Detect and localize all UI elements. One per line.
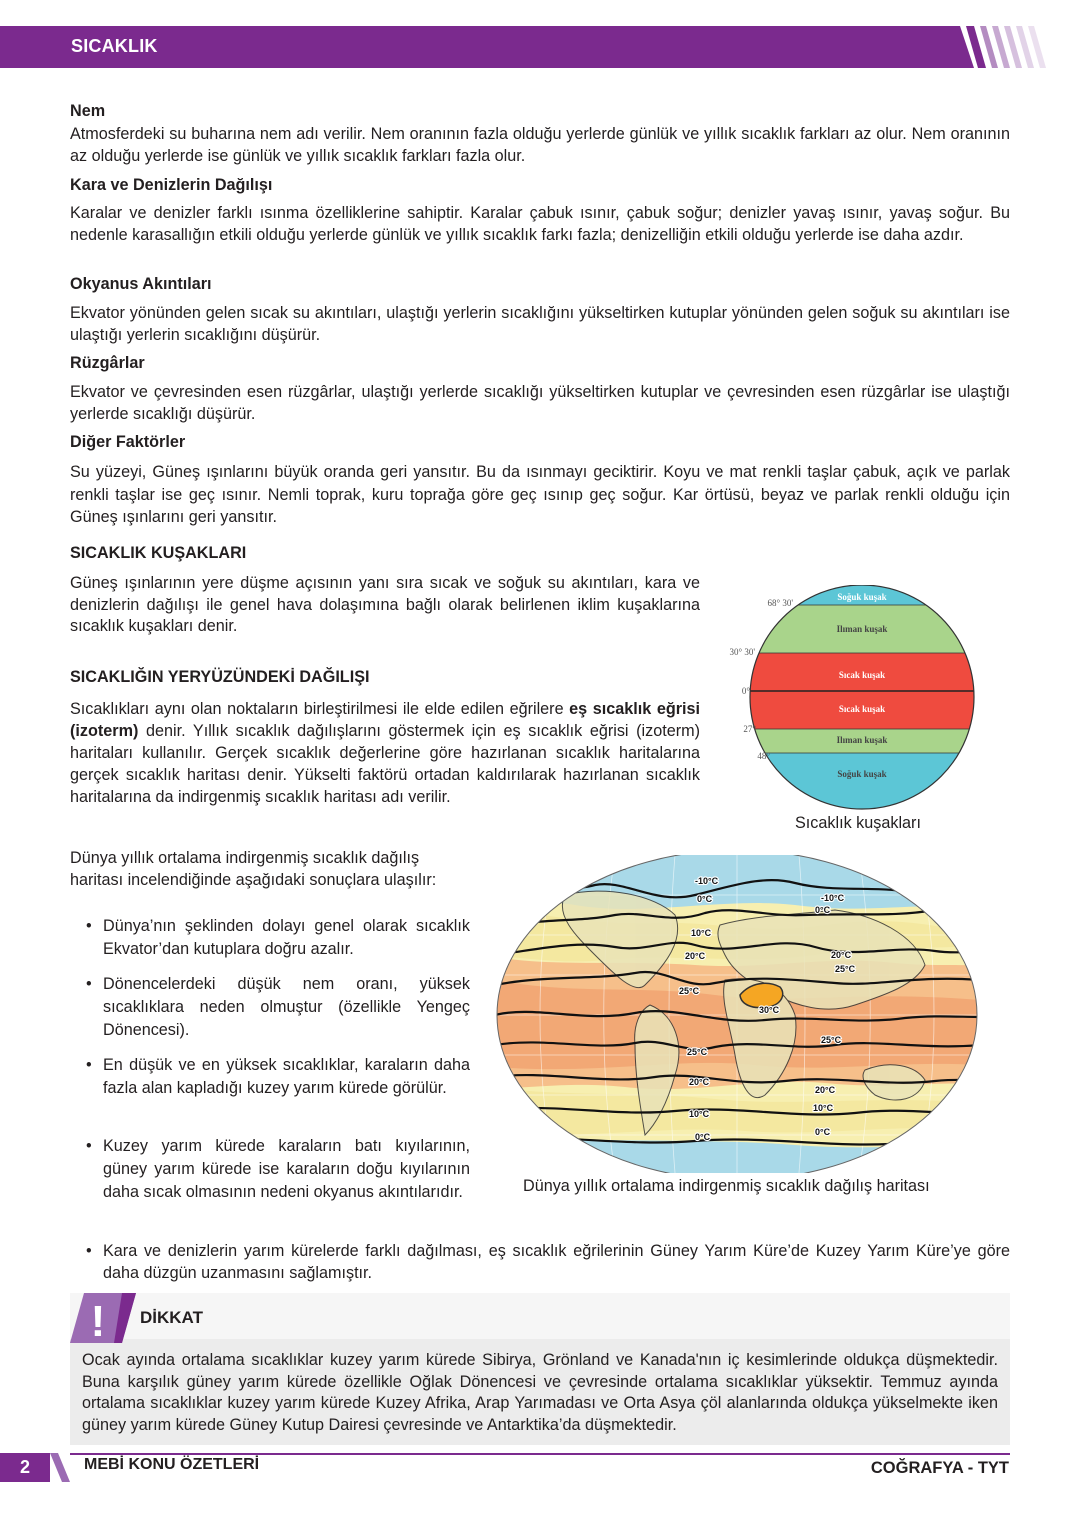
header-stripes-decoration (960, 26, 1080, 68)
paragraph-ruzgar: Ekvator ve çevresinden esen rüzgârlar, ulaştığı yerlerde sıcaklığı yükseltirken kutuplar ve çevresinden esen rüzgârlar ise ulaştığı yerlerde sıcaklığı düşürür. (70, 383, 1010, 423)
paragraph-kara: Karalar ve denizler farklı ısınma özelliklerine sahiptir. Karalar çabuk ısınır, çabuk soğur; denizler yavaş ısınır, yavaş soğur. Bu nedenle karasallığın etkili olduğu yerlerde günlük ve yıllık sıcaklık farkı fazla; denizelliğin etkili olduğu yerlerde ise daha azdır. (70, 204, 1010, 244)
latitude-label-27: 27° (743, 724, 756, 734)
latitude-label-48: 48° (757, 751, 770, 761)
paragraph-kusaklar: Güneş ışınlarının yere düşme açısının yanı sıra sıcak ve soğuk su akıntıları, kara ve denizlerin dağılışı ile genel hava dolaşımına bağlı olarak belirlenen iklim kuşaklarına sıcaklık kuşakları denir. (70, 574, 700, 635)
isotherm-label: 25°C (835, 964, 856, 974)
dikkat-title: DİKKAT (140, 1308, 203, 1327)
isotherm-label: 0°C (815, 1127, 831, 1137)
map-intro-text: Dünya yıllık ortalama indirgenmiş sıcaklık dağılış haritası incelendiğinde aşağıdaki sonuçlara ulaşılır: (70, 849, 437, 889)
isotherm-label: 0°C (695, 1132, 711, 1142)
dikkat-text: Ocak ayında ortalama sıcaklıklar kuzey yarım kürede Sibirya, Grönland ve Kanada'nın iç kesimlerinde oldukça düşmektedir. Buna karşılık güney yarım kürede özellikle Oğlak Dönencesi ve çevresinde ortalama sıcaklıklar yüksektir. Temmuz ayında ortalama sıcaklıklar kuzey yarım kürede Kuzey Afrika, Arap Yarımadası ve Orta Asya çöl alanlarında oldukça yükselmekte iken güney yarım kürede Güney Kutup Dairesi çevresinde ve Antarktika’da düşmektedir. (82, 1351, 998, 1434)
temperature-zones-diagram (720, 585, 985, 810)
dikkat-header-strip (70, 1293, 1010, 1339)
header-bar (0, 26, 1080, 68)
bullet-item: • En düşük ve en yüksek sıcaklıklar, karaların daha fazla alan kapladığı kuzey yarım kürede görülür. (86, 1056, 470, 1097)
dagilis-text-after: denir. Yıllık sıcaklık dağılışlarını göstermek için eş sıcaklık eğrisi (izoterm) haritaları kullanılır. Gerçek sıcaklık değerlerine göre hazırlanan sıcaklık haritalarına gerçek sıcaklık haritası denir. Yükselti faktörü ortadan kaldırılarak hazırlanan sıcaklık haritalarına da indirgenmiş sıcaklık haritası adı verilir. (70, 722, 700, 806)
page-number: 2 (0, 1453, 50, 1482)
zone-label-hot-north: Sıcak kuşak (838, 670, 886, 680)
latitude-label-68: 68° 30' (767, 598, 793, 608)
warning-icon-glyph: ! (90, 1297, 106, 1343)
isotherm-label: 25°C (687, 1047, 708, 1057)
isotherm-label: 25°C (821, 1035, 842, 1045)
isotherm-label: 25°C (679, 986, 700, 996)
isotherm-label: -10°C (695, 876, 719, 886)
heading-diger: Diğer Faktörler (70, 433, 186, 451)
paragraph-dagilis (70, 698, 700, 808)
isotherm-label: 0°C (697, 894, 713, 904)
heading-kusaklar: SICAKLIK KUŞAKLARI (70, 544, 247, 562)
heading-dagilis: SICAKLIĞIN YERYÜZÜNDEKİ DAĞILIŞI (70, 668, 370, 686)
isotherm-label: 10°C (689, 1109, 710, 1119)
zone-label-cold-north: Soğuk kuşak (837, 592, 887, 602)
heading-okyanus: Okyanus Akıntıları (70, 275, 212, 293)
warning-icon (70, 1293, 136, 1343)
paragraph-okyanus: Ekvator yönünden gelen sıcak su akıntıları, ulaştığı yerlerin sıcaklığını yükseltirken kutuplar yönünden gelen soğuk su akıntıları ise ulaştığı yerlerin sıcaklığını düşürür. (70, 304, 1010, 344)
zones-caption: Sıcaklık kuşakları (795, 814, 921, 832)
isotherm-label: 10°C (813, 1103, 834, 1113)
footer-series-title: MEBİ KONU ÖZETLERİ (84, 1456, 260, 1473)
paragraph-nem: Atmosferdeki su buharına nem adı verilir. Nem oranının fazla olduğu yerlerde günlük ve yıllık sıcaklık farkları az olur. Nem oranının az olduğu yerlerde ise günlük ve yıllık sıcaklık farkları fazla olur. (70, 125, 1010, 165)
isotherm-label: 20°C (831, 950, 852, 960)
bullet-item: • Dönencelerdeki düşük nem oranı, yüksek sıcaklıklara neden olmuştur (özellikle Yengeç Dönencesi). (86, 975, 470, 1039)
world-isotherm-map (495, 855, 980, 1173)
isotherm-label: 20°C (685, 951, 706, 961)
latitude-label-30: 30° 30' (729, 647, 755, 657)
heading-ruzgar: Rüzgârlar (70, 354, 145, 372)
bullet-item: • Dünya’nın şeklinden dolayı genel olarak sıcaklık Ekvator’dan kutuplara doğru azalır. (86, 917, 470, 958)
heading-nem: Nem (70, 102, 106, 120)
isotherm-label: 10°C (691, 928, 712, 938)
heading-kara: Kara ve Denizlerin Dağılışı (70, 176, 273, 194)
isotherm-label: 20°C (815, 1085, 836, 1095)
zone-label-temperate-south: Ilıman kuşak (836, 735, 888, 745)
zone-label-hot-south: Sıcak kuşak (838, 704, 886, 714)
bullet-item: • Kuzey yarım kürede karaların batı kıyılarının, güney yarım kürede ise karaların doğu kıyılarının daha sıcak olmasının nedeni okyanus akıntılarıdır. (86, 1137, 470, 1201)
dagilis-text-before: Sıcaklıkları aynı olan noktaların birleştirilmesi ile elde edilen eğrilere (70, 700, 570, 718)
footer-subject: COĞRAFYA - TYT (870, 1459, 1009, 1477)
paragraph-diger: Su yüzeyi, Güneş ışınlarını büyük oranda geri yansıtır. Bu da ısınmayı geciktirir. Koyu ve mat renkli taşlar çabuk, açık ve parlak renkli taşlar ise geç ısınır. Nemli toprak, kuru toprağa göre geç ısınıp geç soğur. Kar örtüsü, beyaz ve parlak renkli olduğu için Güneş ışınlarını geri yansıtır. (70, 463, 1010, 526)
isotherm-label: -10°C (821, 893, 845, 903)
isotherm-label: 20°C (689, 1077, 710, 1087)
footer-stripe-decoration (50, 1453, 72, 1482)
bullet-item: • Kara ve denizlerin yarım kürelerde farklı dağılması, eş sıcaklık eğrilerinin Güney Yarım Küre’de Kuzey Yarım Küre’ye göre daha düzgün uzanmasını sağlamıştır. (86, 1242, 1010, 1282)
dagilis-bold-term: eş sıcaklık eğrisi (izoterm) (70, 700, 701, 740)
isotherm-label: 30°C (759, 1005, 780, 1015)
zone-label-temperate-north: Ilıman kuşak (836, 624, 888, 634)
isotherm-label: 0°C (815, 905, 831, 915)
zone-label-cold-south: Soğuk kuşak (837, 769, 887, 779)
zone-band-cold-south (720, 753, 985, 810)
footer-line (70, 1453, 1010, 1455)
map-caption: Dünya yıllık ortalama indirgenmiş sıcaklık dağılış haritası (523, 1177, 930, 1195)
latitude-label-0: 0° (741, 686, 750, 696)
page-title: SICAKLIK (71, 36, 158, 56)
